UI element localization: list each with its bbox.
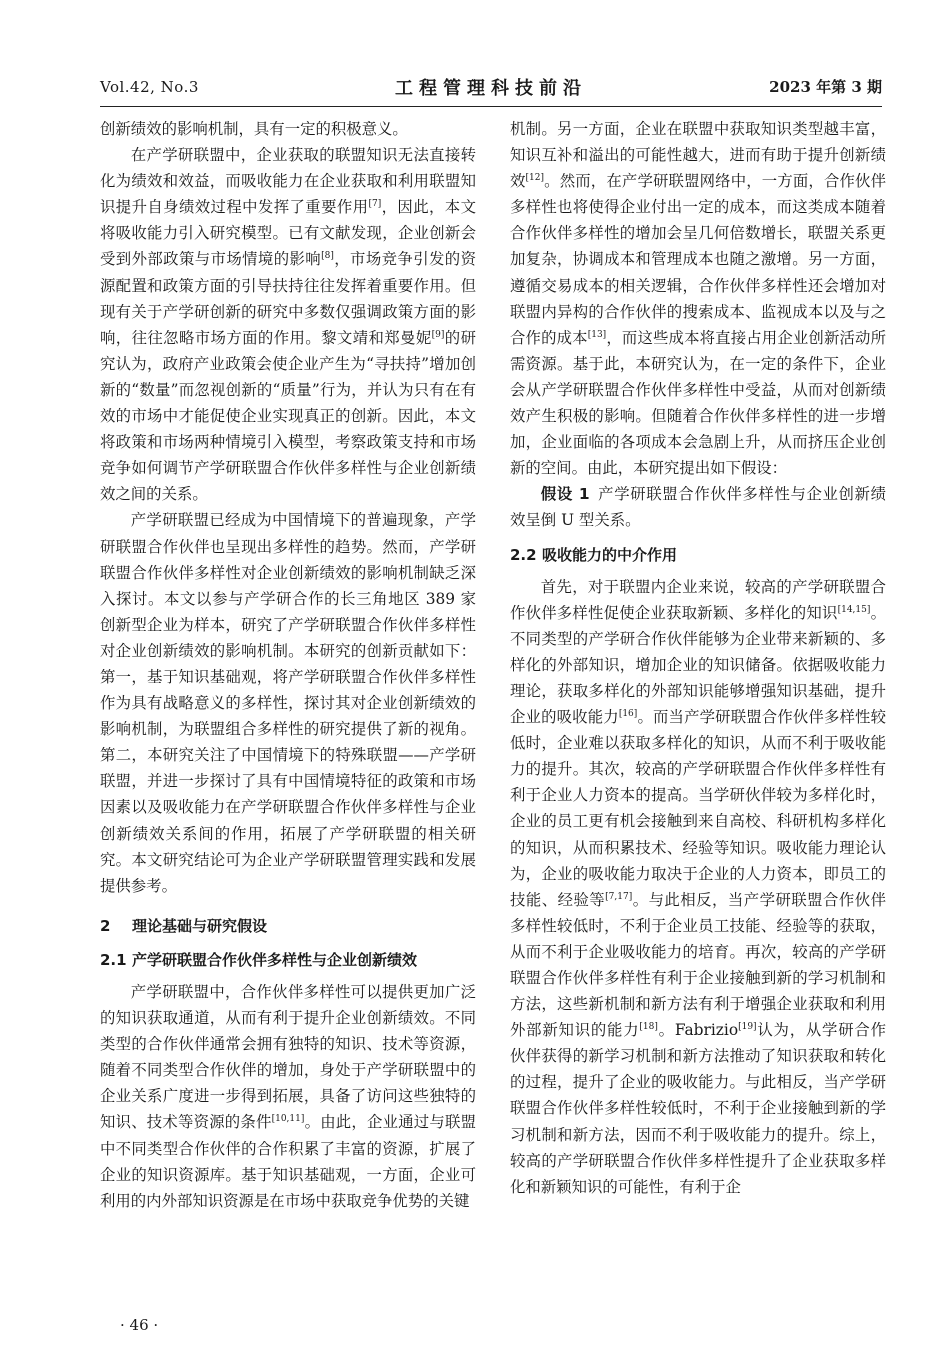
issue-label: 2023 年第 3 期 bbox=[769, 78, 882, 96]
paragraph: 产学研联盟已经成为中国情境下的普遍现象，产学研联盟合作伙伴也呈现出多样性的趋势。然而，产学研联盟合作伙伴多样性对企业创新绩效的影响机制缺乏深入探讨。本文以参与产学研合作的长三角地区 389 家创新型企业为样本，研究了产学研联盟合作伙伴多样性对企业创新绩效的影响机制。本研究的创新贡献如下：第一，基于知识基础观，将产学研联盟合作伙伴多样性作为具有战略意义的多样性，探讨其对企业创新绩效的影响机制，为联盟组合多样性的研究提供了新的视角。第二，本研究关注了中国情境下的特殊联盟——产学研联盟，并进一步探讨了具有中国情境特征的政策和市场因素以及吸收能力在产学研联盟合作伙伴多样性与企业创新绩效关系间的作用，拓展了产学研联盟的相关研究。本文研究结论可为企业产学研联盟管理实践和发展提供参考。 bbox=[100, 511, 476, 895]
header-rule bbox=[100, 106, 882, 107]
volume-label: Vol.42, No.3 bbox=[100, 78, 199, 96]
paragraph: 产学研联盟中，合作伙伴多样性可以提供更加广泛的知识获取通道，从而有利于提升企业创新绩效。不同类型的合作伙伴通常会拥有独特的知识、技术等资源，随着不同类型合作伙伴的增加，身处于产学研联盟中的企业关系广度进一步得到拓展，具备了访问这些独特的知识、技术等资源的条件[10,11]。由此，企业通过与联盟中不同类型合作伙伴的合作积累了丰富的资源，扩展了企业的知识资源库。基于知识基础观，一方面，企业可利用的内外部知识资源是在市场中获取竞争优势的关键 bbox=[100, 983, 476, 1210]
hypothesis-label: 假设 1 bbox=[540, 485, 590, 504]
citation: [7] bbox=[368, 199, 382, 210]
paragraph: 创新绩效的影响机制，具有一定的积极意义。 bbox=[100, 120, 408, 138]
citation: [12] bbox=[525, 173, 545, 184]
citation: [18] bbox=[639, 1022, 658, 1033]
page-number: · 46 · bbox=[120, 1316, 159, 1334]
left-column bbox=[100, 116, 476, 1214]
citation: [14,15] bbox=[837, 604, 871, 615]
citation: [19] bbox=[738, 1022, 757, 1033]
running-header bbox=[100, 72, 882, 108]
right-column bbox=[510, 116, 886, 1200]
subsection-heading: 2.1 产学研联盟合作伙伴多样性与企业创新绩效 bbox=[100, 950, 418, 969]
citation: [7,17] bbox=[605, 891, 633, 902]
citation: [9] bbox=[431, 329, 445, 340]
section-heading: 2 理论基础与研究假设 bbox=[100, 916, 268, 935]
paragraph: 机制。另一方面，企业在联盟中获取知识类型越丰富，知识互补和溢出的可能性越大，进而有助于提升创新绩效[12]。然而，在产学研联盟网络中，一方面，合作伙伴多样性也将使得企业付出一定的成本，而这类成本随着合作伙伴多样性的增加会呈几何倍数增长，联盟关系更加复杂，协调成本和管理成本也随之激增。另一方面，遵循交易成本的相关逻辑，合作伙伴多样性还会增加对联盟内异构的合作伙伴的搜索成本、监视成本以及与之合作的成本[13]，而这些成本将直接占用企业创新活动所需资源。基于此，本研究认为，在一定的条件下，企业会从产学研联盟合作伙伴多样性中受益，从而对创新绩效产生积极的影响。但随着合作伙伴多样性的进一步增加，企业面临的各项成本会急剧上升，从而挤压企业创新的空间。由此，本研究提出如下假设： bbox=[510, 120, 886, 478]
subsection-heading: 2.2 吸收能力的中介作用 bbox=[510, 545, 678, 564]
citation: [13] bbox=[587, 329, 607, 340]
citation: [8] bbox=[321, 251, 334, 262]
journal-title: 工程管理科技前沿 bbox=[395, 78, 587, 99]
paragraph: 首先，对于联盟内企业来说，较高的产学研联盟合作伙伴多样性促使企业获取新颖、多样化的知识[14,15]。不同类型的产学研合作伙伴能够为企业带来新颖的、多样化的外部知识，增加企业的知识储备。依据吸收能力理论，获取多样化的外部知识能够增强知识基础，提升企业的吸收能力[16]。而当产学研联盟合作伙伴多样性较低时，企业难以获取多样化的知识，从而不利于吸收能力的提升。其次，较高的产学研联盟合作伙伴多样性有利于企业人力资本的提高。当学研伙伴较为多样化时，企业的员工更有机会接触到来自高校、科研机构多样化的知识，从而积累技术、经验等知识。吸收能力理论认为，企业的吸收能力取决于企业的人力资本，即员工的技能、经验等[7,17]。与此相反，当产学研联盟合作伙伴多样性较低时，不利于企业员工技能、经验等的获取，从而不利于企业吸收能力的培育。再次，较高的产学研联盟合作伙伴多样性有利于企业接触到新的学习机制和方法，这些新机制和新方法有利于增强企业获取和利用外部新知识的能力[18]。Fabrizio[19]认为，从学研合作伙伴获得的新学习机制和新方法推动了知识获取和转化的过程，提升了企业的吸收能力。与此相反，当产学研联盟合作伙伴多样性较低时，不利于企业接触到新的学习机制和新方法，因而不利于吸收能力的提升。综上，较高的产学研联盟合作伙伴多样性提升了企业获取多样化和新颖知识的可能性，有利于企 bbox=[510, 577, 886, 1196]
citation: [10,11] bbox=[271, 1114, 305, 1125]
citation: [16] bbox=[618, 709, 638, 720]
hypothesis: 假设 1 产学研联盟合作伙伴多样性与企业创新绩效呈倒 U 型关系。 bbox=[510, 485, 886, 530]
paragraph: 在产学研联盟中，企业获取的联盟知识无法直接转化为绩效和效益，而吸收能力在企业获取和利用联盟知识提升自身绩效过程中发挥了重要作用[7]，因此，本文将吸收能力引入研究模型。已有文献发现，企业创新会受到外部政策与市场情境的影响[8]，市场竞争引发的资源配置和政策方面的引导扶持往往发挥着重要作用。但现有关于产学研创新的研究中多数仅强调政策方面的影响，往往忽略市场方面的作用。黎文靖和郑曼妮[9]的研究认为，政府产业政策会使企业产生为“寻扶持”增加创新的“数量”而忽视创新的“质量”行为，并认为只有在有效的市场中才能促使企业实现真正的创新。因此，本文将政策和市场两种情境引入模型，考察政策支持和市场竞争如何调节产学研联盟合作伙伴多样性与企业创新绩效之间的关系。 bbox=[100, 146, 476, 504]
